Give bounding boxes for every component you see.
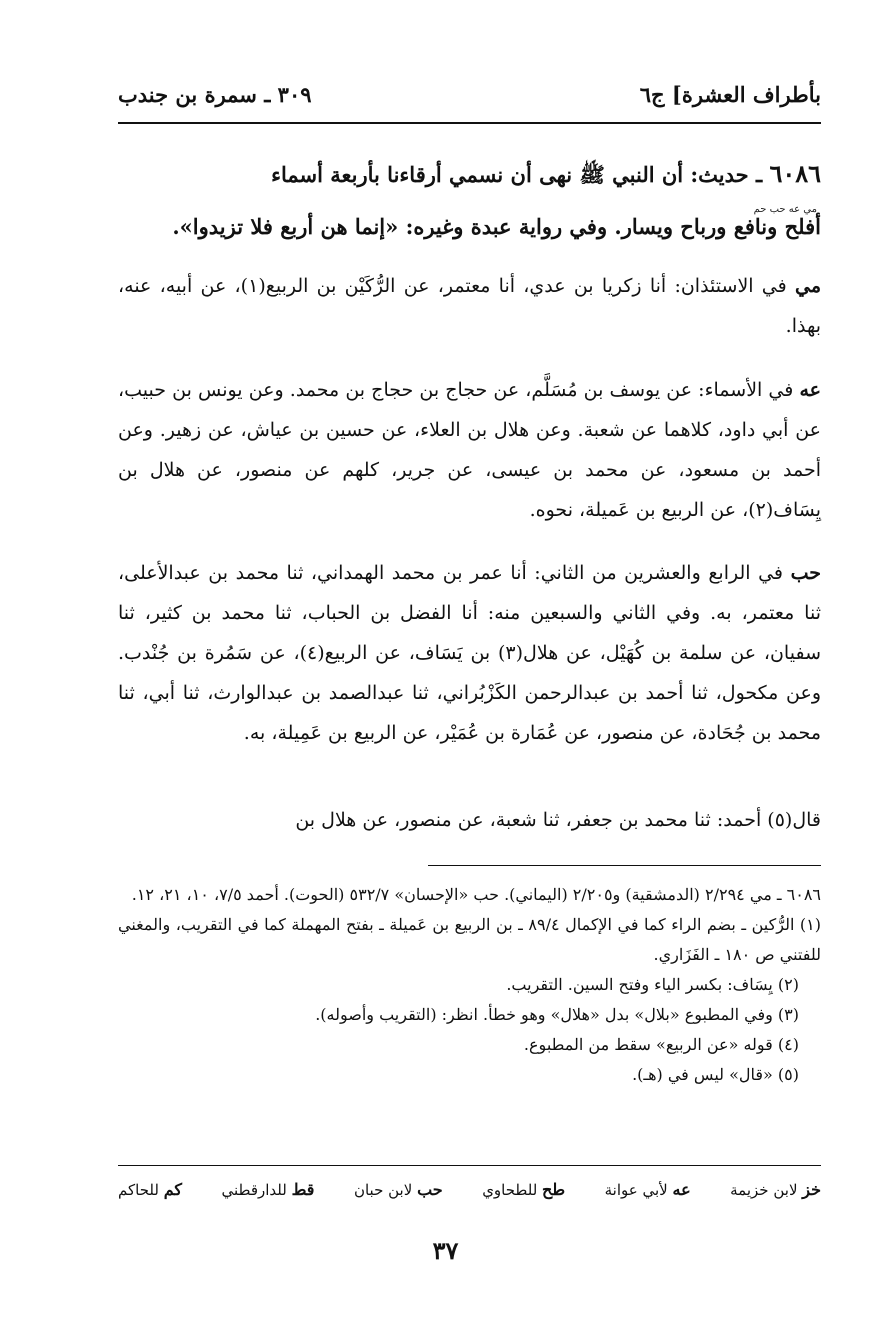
legend-code: خز xyxy=(802,1180,821,1199)
header-rule xyxy=(118,122,821,124)
legend-code: عه xyxy=(672,1180,691,1199)
source-code: عه xyxy=(799,379,821,401)
legend-label: لابن خزيمة xyxy=(730,1181,798,1199)
hadith-line-2: أفلح ونافع ورباح ويسار. وفي رواية عبدة وغيره: «إنما هن أربع فلا تزيدوا». xyxy=(172,214,821,239)
legend-label: لابن حبان xyxy=(353,1181,413,1199)
source-text: في الاستئذان: أنا زكريا بن عدي، أنا معتمر، عن الرُّكَيْن بن الربيع(١)، عن أبيه، عنه، بهذا. xyxy=(118,275,821,337)
legend-label: لأبي عوانة xyxy=(604,1181,668,1199)
hadith-number: ٦٠٨٦ xyxy=(769,159,821,188)
source-block-ahmad xyxy=(118,800,821,840)
legend-item xyxy=(118,1180,182,1210)
legend-item xyxy=(730,1180,821,1210)
legend-item xyxy=(354,1180,443,1210)
source-block-darimi xyxy=(118,266,821,346)
source-code: مي xyxy=(794,275,821,297)
legend-label: للدارقطني xyxy=(221,1181,287,1199)
footnote-item: (١) الرُّكين ـ بضم الراء كما في الإكمال ٨٩/٤ ـ بن الربيع بن عَميلة ـ بفتح المهملة كما في التقريب، والمغني للفتني ص ١٨٠ ـ الفَزَاري. xyxy=(118,915,821,964)
header-right-title: بأطراف العشرة] ج٦ xyxy=(639,81,821,107)
header-left-title: ٣٠٩ ـ سمرة بن جندب xyxy=(118,81,312,107)
footnote-item: (٣) وفي المطبوع «بلال» بدل «هلال» وهو خطأ. انظر: (التقريب وأصوله). xyxy=(315,1005,799,1024)
legend-item xyxy=(482,1180,565,1210)
page-number: ٣٧ xyxy=(432,1236,459,1265)
source-text: في الرابع والعشرين من الثاني: أنا عمر بن محمد الهمداني، ثنا محمد بن عبدالأعلى، ثنا معتمر، به. وفي الثاني والسبعين منه: أنا الفضل بن الحباب، ثنا محمد بن كثير، ثنا سفيان، عن سلمة بن كُهَيْل، عن هلال(٣) بن يَسَاف، عن الربيع(٤)، عن سَمُرة بن جُنْدب. وعن مكحول، ثنا أحمد بن عبدالرحمن الكَزْبُراني، ثنا عبدالصمد بن عبدالوارث، ثنا أبي، ثنا محمد بن جُحَادة، عن منصور، عن عُمَارة بن عُمَيْر، عن الربيع بن عَمِيلة، به. xyxy=(118,562,821,744)
abbreviation-legend xyxy=(118,1180,821,1210)
legend-item xyxy=(605,1180,691,1210)
footnote-reference: ٦٠٨٦ ـ مي ٢/٢٩٤ (الدمشقية) و٢/٢٠٥ (اليماني). حب «الإحسان» ٥٣٢/٧ (الحوت). أحمد ٧/٥، ١٠، ٢١، ١٢. xyxy=(131,885,821,904)
footnotes xyxy=(118,880,821,1090)
running-header xyxy=(118,72,821,116)
legend-label: للحاكم xyxy=(118,1181,159,1199)
legend-rule xyxy=(118,1165,821,1166)
source-block-abu-awana xyxy=(118,370,821,530)
hadith-text-1: ـ حديث: أن النبي ﷺ نهى أن نسمي أرقاءنا بأربعة أسماء xyxy=(271,162,763,187)
footnote-rule xyxy=(428,865,821,866)
legend-code: طح xyxy=(542,1180,566,1199)
source-block-ibn-hibban xyxy=(118,553,821,753)
footnote-item: (٥) «قال» ليس في (هـ). xyxy=(632,1065,799,1084)
legend-code: حب xyxy=(417,1180,443,1199)
source-text: في الأسماء: عن يوسف بن مُسَلَّم، عن حجاج بن حجاج بن محمد. وعن يونس بن حبيب، عن أبي داود، كلاهما عن شعبة. وعن هلال بن العلاء، عن حسين بن عياش، عن زهير. وعن أحمد بن مسعود، عن محمد بن عيسى، عن جرير، كلهم عن منصور، عن هلال بن يِسَاف(٢)، عن الربيع بن عَميلة، نحوه. xyxy=(118,379,821,521)
legend-code: قط xyxy=(291,1180,315,1199)
hadith-entry xyxy=(118,152,821,249)
source-code: حب xyxy=(790,562,821,584)
footnote-item: (٢) يِسَاف: بكسر الياء وفتح السين. التقريب. xyxy=(506,975,799,994)
legend-code: كم xyxy=(163,1180,182,1199)
hadith-line-1 xyxy=(118,152,821,197)
source-text: قال(٥) أحمد: ثنا محمد بن جعفر، ثنا شعبة، عن منصور، عن هلال بن xyxy=(295,809,821,831)
source-symbols: مي عه حب حم xyxy=(753,204,817,215)
footnote-item: (٤) قوله «عن الربيع» سقط من المطبوع. xyxy=(523,1035,799,1054)
legend-item xyxy=(222,1180,315,1210)
legend-label: للطحاوي xyxy=(482,1181,538,1199)
